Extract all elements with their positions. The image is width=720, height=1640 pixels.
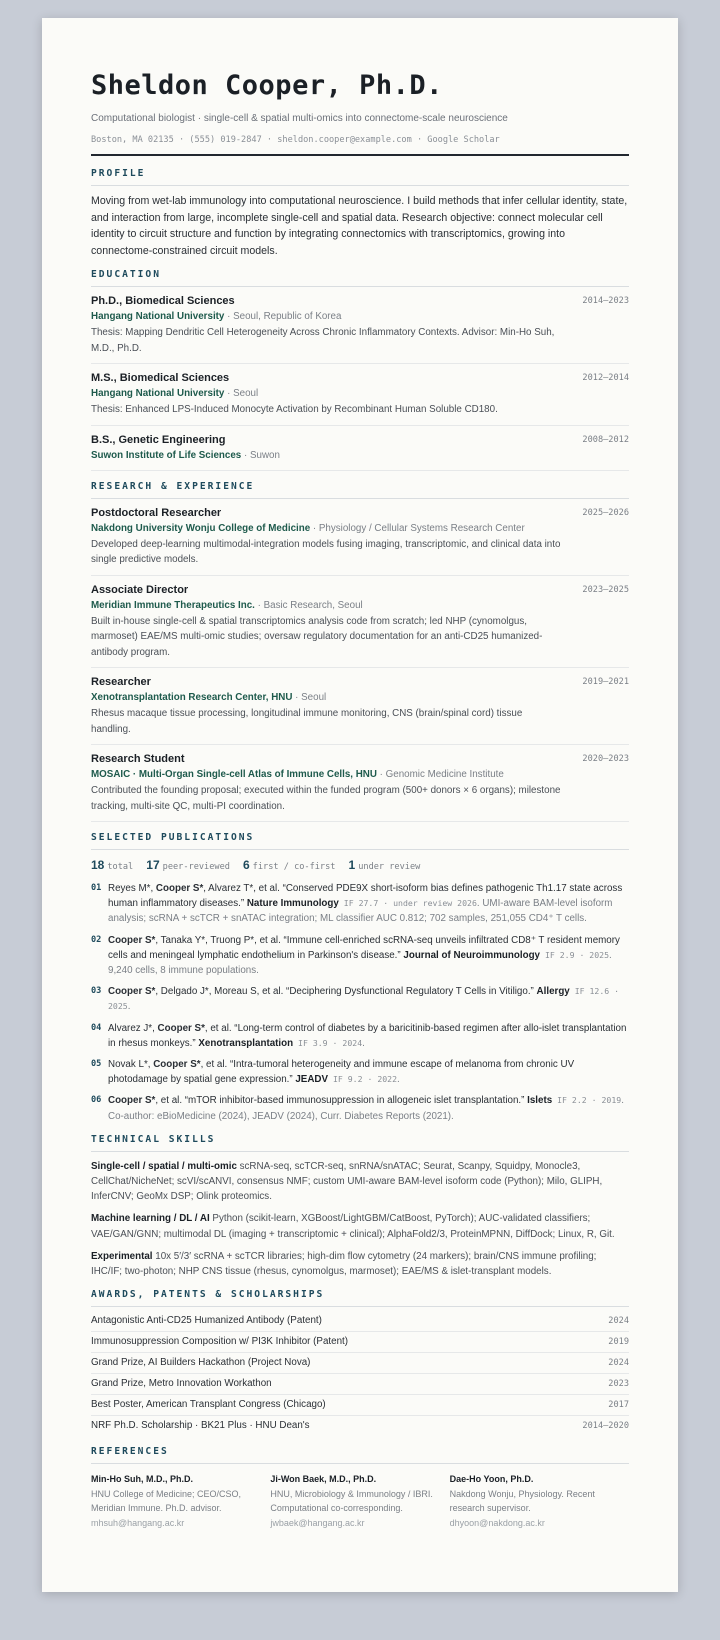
publication-item: [91, 933, 629, 979]
contact-line: Boston, MA 02135 · (555) 019-2847 · sheldon.cooper@example.com · Google Scholar: [91, 135, 500, 145]
institution-line: [91, 309, 629, 324]
reference-item: [450, 1472, 629, 1530]
author-self: Cooper S*: [153, 1059, 201, 1071]
award-item: [91, 1395, 629, 1416]
award-label: NRF Ph.D. Scholarship · BK21 Plus · HNU Dean's: [91, 1420, 310, 1432]
section-title-experience: RESEARCH & EXPERIENCE: [91, 481, 629, 499]
organization: MOSAIC · Multi-Organ Single-cell Atlas of Immune Cells, HNU: [91, 769, 377, 780]
location: · Seoul: [224, 388, 259, 399]
education-entry: [91, 371, 629, 426]
education-entry: [91, 294, 629, 364]
stat-under-review-label: under review: [358, 862, 421, 872]
awards-section: [91, 1289, 629, 1436]
publication-item: [91, 1021, 629, 1051]
location: · Seoul, Republic of Korea: [224, 311, 342, 322]
experience-entry: [91, 583, 629, 669]
skill-group-text: scRNA-seq, scTCR-seq, snRNA/snATAC; Seurat, Scanpy, Squidpy, Monocle3, CellChat/NicheNet; scVI/scANVI, consensus NMF; custom UMI-aware BAM-level isoform code (Python); Milo, GLIPH, InferCNV; GeoMx DSP; Olink proteomics.: [91, 1160, 603, 1203]
skill-group-text: Python (scikit-learn, XGBoost/LightGBM/CatBoost, PyTorch); AUC-validated classifiers; VAE/GAN/GNN; multimodal DL (imaging + transcriptomic + clinical); AlphaFold2/3, ProteinMPNN, DiffDock; Linux, R, Git.: [91, 1213, 615, 1240]
publication-item: [91, 881, 629, 927]
publication-number: 01: [91, 883, 102, 893]
degree: Ph.D., Biomedical Sciences: [91, 295, 235, 307]
author-self: Cooper S*: [108, 934, 156, 946]
reference-email[interactable]: mhsuh@hangang.ac.kr: [91, 1517, 185, 1528]
publication-note: .: [397, 1074, 400, 1086]
date-range: 2025–2026: [582, 507, 629, 518]
role: Associate Director: [91, 583, 189, 596]
role-description: Built in-house single-cell & spatial transcriptomics analysis code from scratch; led NHP (cynomolgus, marmoset) EAE/MS multi-omic studies; oversaw regulatory documentation for an anti-CD25 humanized-antibody program.: [91, 615, 543, 658]
experience-entry: [91, 506, 629, 576]
references-section: [91, 1446, 629, 1530]
experience-entry: [91, 752, 629, 822]
experience-entry: [91, 675, 629, 745]
reference-description: Nakdong Wonju, Physiology. Recent research supervisor.: [449, 1488, 595, 1514]
skill-group-label: Machine learning / DL / AI: [91, 1213, 210, 1225]
award-label: Grand Prize, Metro Innovation Workathon: [91, 1378, 272, 1390]
stat-total-count: 18: [91, 858, 105, 872]
author-self: Cooper S*: [157, 1022, 205, 1034]
organization-line: [91, 521, 629, 536]
date-range: 2020–2023: [582, 754, 629, 764]
award-year: 2019: [608, 1337, 629, 1348]
award-item: [91, 1374, 629, 1395]
section-title-references: REFERENCES: [91, 1446, 629, 1464]
impact-factor: IF 9.2 · 2022: [328, 1074, 398, 1085]
author-self: Cooper S*: [108, 986, 156, 998]
publication-item: [91, 1093, 629, 1123]
award-item: [91, 1311, 629, 1332]
department: · Physiology / Cellular Systems Research Center: [310, 522, 525, 534]
authors-before: Reyes M*,: [108, 883, 156, 894]
date-range: 2023–2025: [582, 584, 629, 595]
authors-before: Alvarez J*,: [108, 1022, 158, 1034]
resume-page: [42, 18, 678, 1592]
role: Researcher: [91, 676, 151, 688]
impact-factor: IF 3.9 · 2024: [293, 1037, 363, 1048]
thesis: Thesis: Mapping Dendritic Cell Heterogeneity Across Chronic Inflammatory Contexts. Advisor: Min-Ho Suh, M.D., Ph.D.: [91, 327, 555, 354]
journal: Xenotransplantation: [198, 1037, 294, 1049]
stat-first-author-label: first / co-first: [252, 862, 336, 872]
publications-section: [91, 832, 629, 1124]
impact-factor: IF 2.2 · 2019: [552, 1095, 622, 1106]
award-year: 2024: [608, 1358, 629, 1369]
author-self: Cooper S*: [108, 1095, 156, 1107]
date-range: 2012–2014: [582, 373, 629, 383]
award-label: Immunosuppression Composition w/ PI3K Inhibitor (Patent): [91, 1336, 349, 1348]
reference-name: Dae-Ho Yoon, Ph.D.: [449, 1474, 534, 1485]
publication-number: 03: [91, 986, 102, 997]
section-title-publications: SELECTED PUBLICATIONS: [91, 832, 629, 850]
candidate-name: Sheldon Cooper, Ph.D.: [91, 70, 443, 101]
organization: Xenotransplantation Research Center, HNU: [91, 692, 293, 703]
awards-list: [91, 1311, 629, 1436]
publication-stats: [91, 858, 629, 875]
award-label: Best Poster, American Transplant Congress (Chicago): [91, 1399, 326, 1411]
publication-item: [91, 984, 629, 1014]
impact-factor: IF 27.7 · under review 2026: [338, 898, 477, 909]
institution: Hangang National University: [91, 388, 225, 399]
stat-peer-reviewed-count: 17: [146, 858, 160, 872]
degree: B.S., Genetic Engineering: [91, 433, 226, 446]
skill-group-text: 10x 5′/3′ scRNA + scTCR libraries; high-dim flow cytometry (24 markers); brain/CNS immune profiling; IHC/IF; two-photon; NHP CNS tissue (rhesus, cynomolgus, marmoset); EAE/MS & islet-transplant models.: [91, 1250, 597, 1278]
date-range: 2008–2012: [582, 434, 629, 445]
section-title-education: EDUCATION: [91, 269, 629, 287]
stat-total-label: total: [107, 862, 134, 872]
reference-email[interactable]: dhyoon@nakdong.ac.kr: [449, 1517, 545, 1528]
author-self: Cooper S*: [155, 883, 204, 894]
experience-section: [91, 481, 629, 823]
publication-item: [91, 1057, 629, 1087]
department: · Genomic Medicine Institute: [376, 769, 504, 780]
reference-email[interactable]: jwbaek@hangang.ac.kr: [270, 1517, 365, 1528]
award-year: 2014–2020: [582, 1421, 629, 1432]
award-year: 2023: [608, 1379, 629, 1390]
publication-note: . Co-author: eBioMedicine (2024), JEADV (2024), Curr. Diabetes Reports (2021).: [108, 1095, 624, 1122]
journal: JEADV: [295, 1074, 329, 1086]
header-divider: [91, 154, 629, 156]
award-item: [91, 1353, 629, 1374]
education-section: [91, 269, 629, 471]
stat-peer-reviewed-label: peer-reviewed: [162, 862, 230, 872]
tagline: Computational biologist · single-cell & spatial multi-omics into connectome-scale neuroscience: [91, 113, 508, 124]
organization: Meridian Immune Therapeutics Inc.: [91, 599, 255, 611]
citation-text: , Tanaka Y*, Truong P*, et al. “Immune cell-enriched scRNA-seq unveils infiltrated CD8⁺ T resident memory cells and meningeal lymphatic endothelium in Parkinson's disease.”: [108, 934, 620, 961]
section-title-awards: AWARDS, PATENTS & SCHOLARSHIPS: [91, 1289, 629, 1307]
publication-note: . UMI-aware BAM-level isoform analysis; scRNA + scTCR + snATAC integration; ML classifier AUC 0.812; 702 samples, 251,055 CD4⁺ T cells.: [108, 898, 613, 925]
section-title-skills: TECHNICAL SKILLS: [91, 1134, 629, 1152]
publication-number: 04: [91, 1022, 102, 1033]
publication-note: . 9,240 cells, 8 immune populations.: [108, 949, 612, 977]
citation-text: , et al. “Intra-tumoral heterogeneity and immune escape of melanoma from chronic UV photodamage by spatial gene expression.”: [108, 1059, 575, 1086]
award-label: Grand Prize, AI Builders Hackathon (Project Nova): [91, 1357, 311, 1369]
citation-text: , Delgado J*, Moreau S, et al. “Deciphering Dysfunctional Regulatory T Cells in Vitiligo.”: [155, 986, 537, 998]
journal: Islets: [527, 1095, 553, 1107]
profile-text: Moving from wet-lab immunology into computational neuroscience. I build methods that infer cellular identity, state, and interaction from large, incomplete single-cell and spatial data. Research objective: connect molecular cell identity to circuit structure and function by integrating connectomics with transcriptomics, growing into connectome-constrained circuit models.: [91, 195, 628, 257]
role-description: Developed deep-learning multimodal-integration models fusing imaging, transcriptomic, and clinical data into single predictive models.: [91, 538, 561, 565]
institution-line: [91, 448, 629, 463]
resume-content: [91, 70, 629, 1530]
authors-before: Novak L*,: [108, 1059, 154, 1071]
stat-first-author-count: 6: [242, 858, 250, 872]
location: · Suwon: [241, 449, 280, 461]
skill-group: [91, 1249, 629, 1279]
award-item: [91, 1332, 629, 1353]
reference-item: [270, 1472, 449, 1530]
degree: M.S., Biomedical Sciences: [91, 372, 230, 384]
organization: Nakdong University Wonju College of Medicine: [91, 522, 311, 534]
award-year: 2017: [608, 1400, 629, 1411]
citation-text: , et al. “Long-term control of diabetes by a baricitinib-based regimen after allo-islet transplantation in rhesus monkeys.”: [108, 1022, 627, 1049]
section-title-profile: PROFILE: [91, 168, 629, 186]
journal: Journal of Neuroimmunology: [403, 949, 541, 961]
department: · Seoul: [292, 692, 327, 703]
reference-item: [91, 1472, 270, 1530]
award-label: Antagonistic Anti-CD25 Humanized Antibody (Patent): [91, 1315, 322, 1327]
publication-note: .: [127, 1001, 131, 1013]
references-list: [91, 1472, 629, 1530]
date-range: 2014–2023: [582, 296, 629, 306]
profile-section: [91, 168, 629, 259]
organization-line: [91, 767, 629, 782]
thesis: Thesis: Enhanced LPS-Induced Monocyte Activation by Recombinant Human Soluble CD180.: [91, 404, 498, 415]
department: · Basic Research, Seoul: [254, 599, 363, 611]
role-description: Contributed the founding proposal; executed within the funded program (500+ donors × 6 organs); milestone tracking, multi-site QC, multi-PI coordination.: [91, 785, 561, 812]
award-item: [91, 1416, 629, 1436]
institution-line: [91, 386, 629, 401]
role-description: Rhesus macaque tissue processing, longitudinal immune monitoring, CNS (brain/spinal cord) tissue handling.: [91, 708, 523, 735]
reference-name: Min-Ho Suh, M.D., Ph.D.: [91, 1474, 193, 1485]
organization-line: [91, 690, 629, 705]
skills-section: [91, 1134, 629, 1279]
role: Postdoctoral Researcher: [91, 506, 222, 519]
skill-group: [91, 1211, 629, 1241]
reference-description: HNU College of Medicine; CEO/CSO, Meridian Immune. Ph.D. advisor.: [91, 1488, 242, 1514]
stat-under-review-count: 1: [348, 858, 356, 872]
reference-description: HNU, Microbiology & Immunology / IBRI. Computational co-corresponding.: [270, 1488, 433, 1514]
education-entry: [91, 433, 629, 471]
publication-note: .: [362, 1037, 365, 1049]
skill-group-label: Single-cell / spatial / multi-omic: [91, 1160, 237, 1172]
impact-factor: IF 2.9 · 2025: [540, 949, 610, 960]
skill-group-label: Experimental: [91, 1250, 153, 1262]
organization-line: [91, 598, 629, 613]
award-year: 2024: [608, 1316, 629, 1327]
date-range: 2019–2021: [582, 677, 629, 687]
publication-number: 02: [91, 934, 102, 945]
institution: Hangang National University: [91, 311, 225, 322]
citation-text: , Alvarez T*, et al. “Conserved PDE9X short-isoform bias defines pathogenic Th1.17 state across human inflammatory diseases.”: [108, 883, 623, 910]
reference-name: Ji-Won Baek, M.D., Ph.D.: [270, 1474, 377, 1485]
publication-number: 05: [91, 1059, 102, 1070]
skill-group: [91, 1159, 629, 1205]
citation-text: , et al. “mTOR inhibitor-based immunosuppression in allogeneic islet transplantation.”: [155, 1095, 528, 1107]
journal: Nature Immunology: [246, 898, 339, 910]
journal: Allergy: [536, 986, 570, 998]
role: Research Student: [91, 753, 185, 765]
publication-number: 06: [91, 1095, 102, 1106]
institution: Suwon Institute of Life Sciences: [91, 449, 242, 461]
impact-factor: IF 12.6 · 2025: [108, 986, 620, 1012]
